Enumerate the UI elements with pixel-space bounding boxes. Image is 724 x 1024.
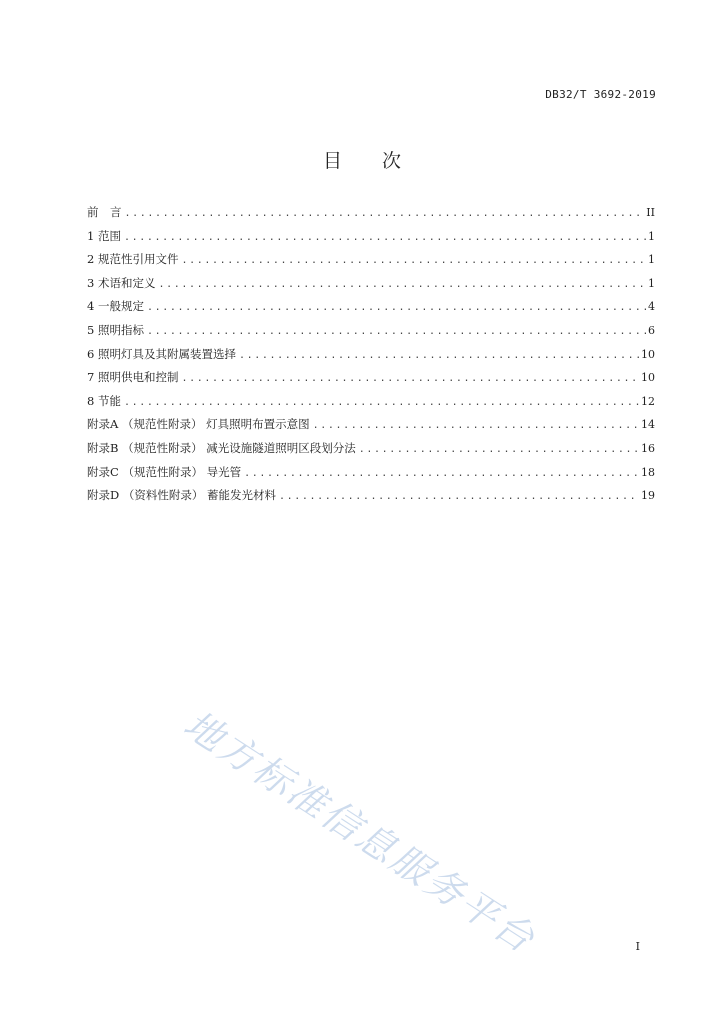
toc-entry-page: 4 [648, 300, 655, 314]
toc-leader [239, 350, 639, 361]
toc-entry-page: 6 [648, 323, 655, 337]
toc-entry-label: 附录C （规范性附录） 导光管 [87, 464, 242, 479]
title-char-2: 次 [382, 150, 402, 172]
toc-leader [181, 373, 639, 384]
toc-entry-label: 附录D （资料性附录） 蓄能发光材料 [87, 488, 277, 503]
toc-entry-label: 1 范围 [87, 228, 121, 243]
table-of-contents [87, 204, 655, 511]
toc-entry-page: 1 [648, 276, 655, 290]
toc-entry-label: 6 照明灯具及其附属装置选择 [87, 346, 236, 361]
title-char-1: 目 [322, 150, 342, 172]
toc-leader [279, 491, 639, 502]
toc-entry-page: 1 [648, 253, 655, 267]
toc-entry[interactable] [87, 251, 655, 275]
toc-entry[interactable] [87, 487, 655, 511]
toc-entry-label: 8 节能 [87, 393, 121, 408]
toc-entry-label: 前 言 [87, 205, 122, 219]
toc-entry-label: 附录B （规范性附录） 减光设施隧道照明区段划分法 [87, 440, 356, 455]
toc-entry-page: 16 [641, 441, 655, 455]
toc-entry-page: 10 [641, 347, 655, 361]
toc-entry[interactable] [87, 393, 655, 417]
toc-entry-label: 4 一般规定 [87, 299, 144, 314]
toc-entry[interactable] [87, 440, 655, 464]
toc-entry-page: 1 [648, 229, 655, 243]
watermark: 地方标准信息服务平台 [176, 701, 544, 963]
toc-entry-page: 19 [641, 489, 655, 503]
toc-entry-label: 附录A （规范性附录） 灯具照明布置示意图 [87, 417, 310, 432]
toc-entry[interactable] [87, 416, 655, 440]
toc-entry[interactable] [87, 369, 655, 393]
toc-entry-label: 3 术语和定义 [87, 275, 156, 290]
page-title [0, 146, 724, 173]
toc-entry[interactable] [87, 322, 655, 346]
toc-entry-label: 2 规范性引用文件 [87, 252, 179, 267]
toc-leader [147, 326, 646, 337]
toc-entry[interactable] [87, 228, 655, 252]
toc-leader [124, 397, 639, 408]
toc-entry[interactable] [87, 346, 655, 370]
toc-entry-page: 14 [641, 418, 655, 432]
toc-entry[interactable] [87, 275, 655, 299]
toc-entry[interactable] [87, 464, 655, 488]
toc-entry-label: 5 照明指标 [87, 322, 144, 337]
toc-entry-page: II [646, 206, 655, 219]
toc-leader [181, 255, 646, 266]
toc-leader [158, 279, 646, 290]
toc-entry-page: 10 [641, 371, 655, 385]
standard-number: DB32/T 3692-2019 [545, 88, 656, 101]
toc-entry-page: 18 [641, 465, 655, 479]
toc-entry-page: 12 [641, 394, 655, 408]
toc-entry[interactable] [87, 204, 655, 228]
toc-leader [147, 302, 646, 313]
toc-leader [124, 232, 646, 243]
toc-entry-label: 7 照明供电和控制 [87, 370, 179, 385]
page-number: I [635, 940, 640, 953]
toc-leader [244, 468, 639, 479]
toc-entry[interactable] [87, 298, 655, 322]
toc-leader [313, 420, 639, 431]
toc-leader [125, 208, 645, 219]
toc-leader [359, 444, 639, 455]
